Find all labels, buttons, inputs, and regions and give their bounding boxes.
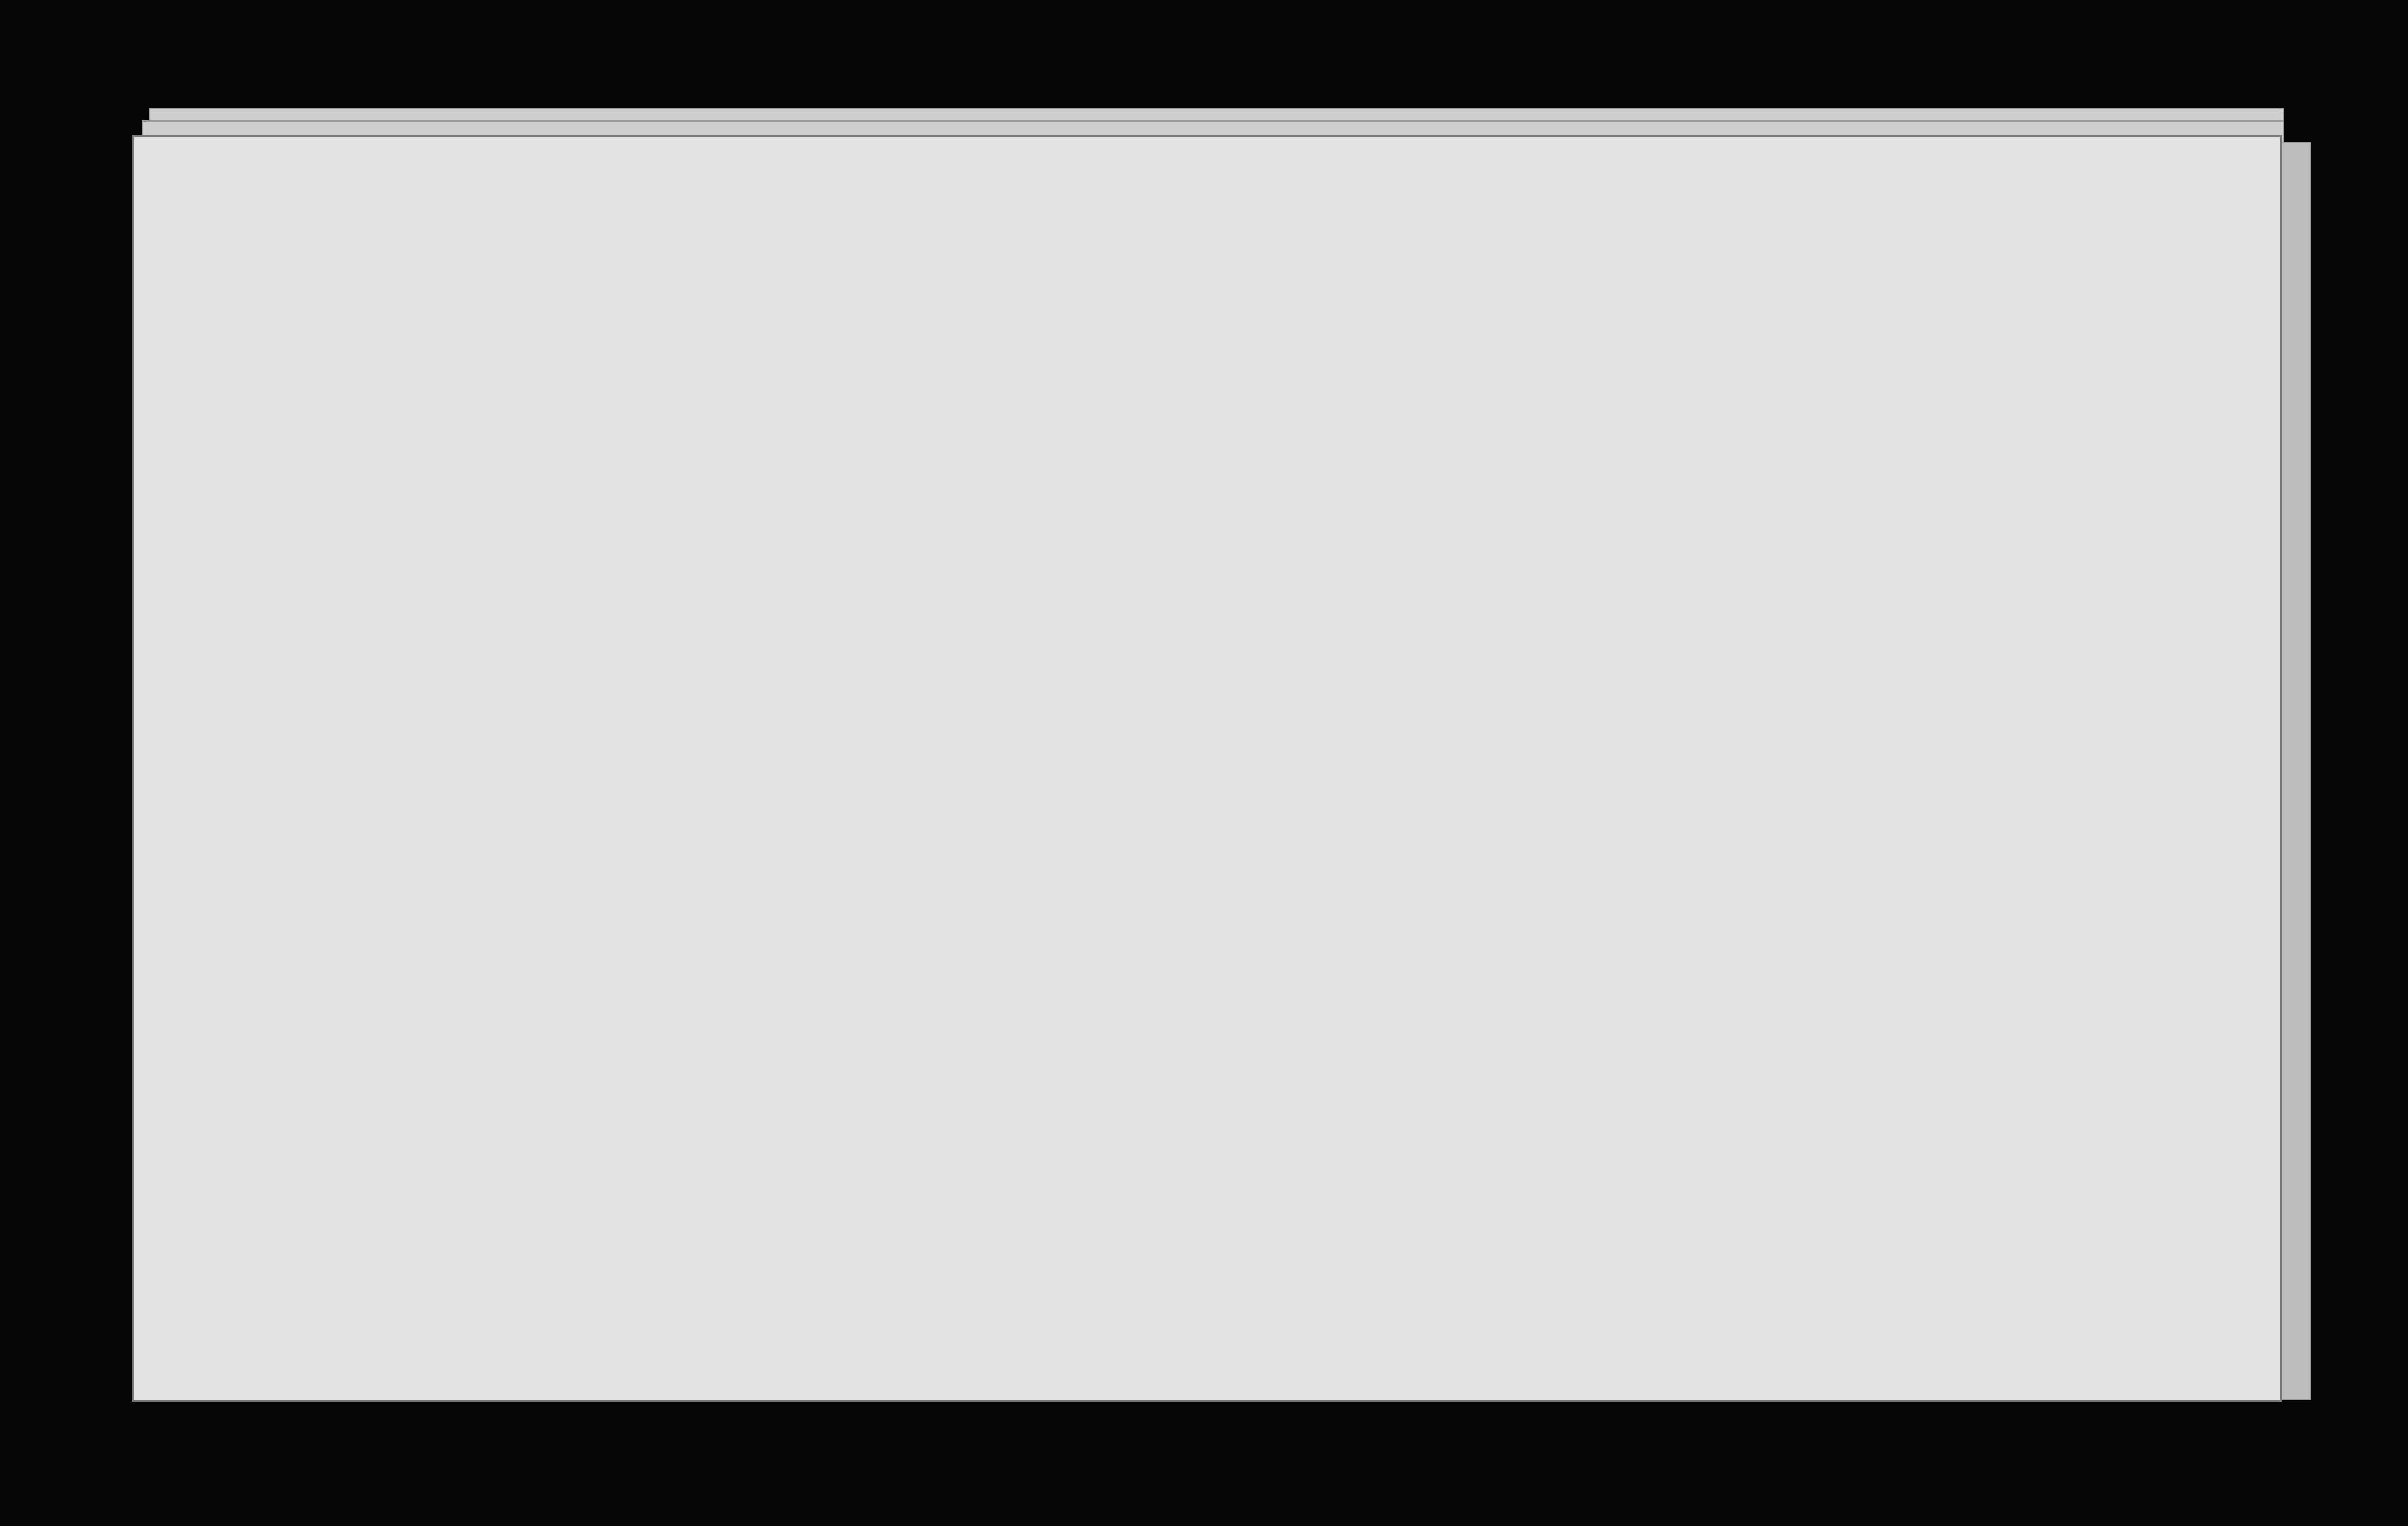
census-card — [132, 135, 2282, 1402]
